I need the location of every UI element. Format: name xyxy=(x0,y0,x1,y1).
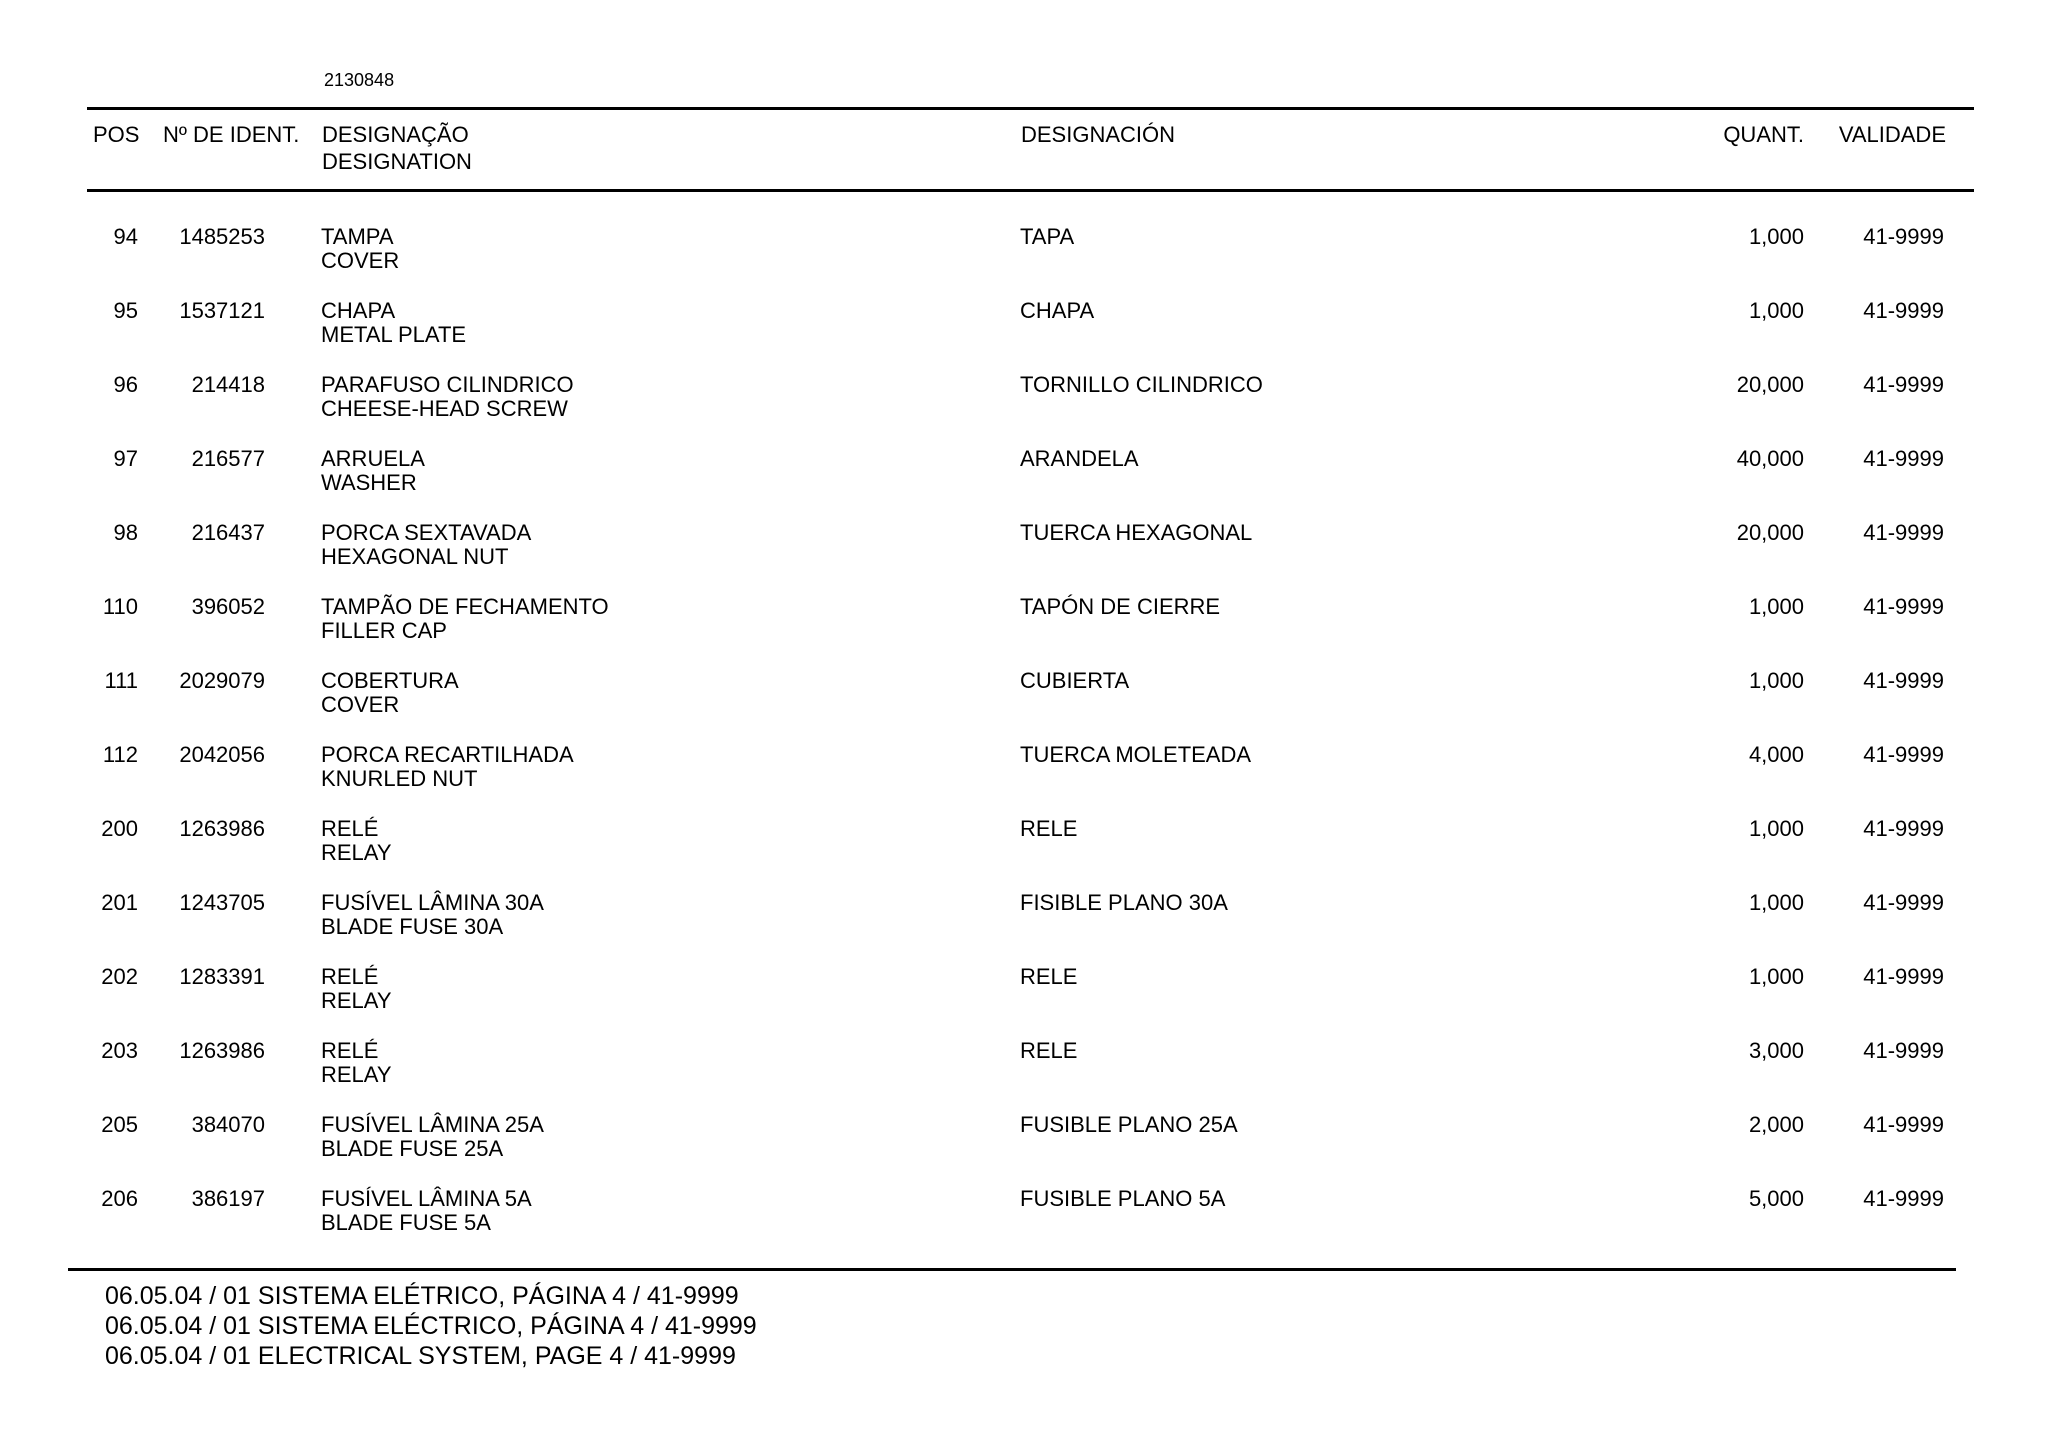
row-designation-es: RELE xyxy=(1020,964,1078,989)
row-quant: 20,000 xyxy=(1736,520,1804,545)
row-ident: 1243705 xyxy=(179,890,265,915)
row-validity: 41-9999 xyxy=(1863,890,1944,915)
row-pos: 112 xyxy=(102,742,138,767)
header-validity: VALIDADE xyxy=(1838,122,1946,147)
row-quant: 3,000 xyxy=(1748,1038,1804,1063)
row-validity: 41-9999 xyxy=(1863,1038,1944,1063)
row-ident: 2029079 xyxy=(179,668,265,693)
row-pos: 94 xyxy=(113,224,138,249)
row-designation-es: CHAPA xyxy=(1020,298,1095,323)
table-row xyxy=(0,372,2048,446)
row-pos: 201 xyxy=(101,890,138,915)
row-ident: 214418 xyxy=(191,372,265,397)
row-pos: 205 xyxy=(101,1112,138,1137)
row-designation-es: RELE xyxy=(1020,816,1078,841)
table-row xyxy=(0,1186,2048,1260)
parts-table-body xyxy=(0,224,2048,1260)
row-pos: 111 xyxy=(104,668,138,693)
row-validity: 41-9999 xyxy=(1863,446,1944,471)
row-designation-pt: FUSÍVEL LÂMINA 5A xyxy=(321,1186,532,1211)
row-ident: 1263986 xyxy=(179,816,265,841)
table-row xyxy=(0,224,2048,298)
row-ident: 386197 xyxy=(191,1186,265,1211)
row-ident: 1263986 xyxy=(179,1038,265,1063)
header-quant: QUANT. xyxy=(1723,122,1804,147)
row-designation-pt: RELÉ xyxy=(321,816,379,841)
row-validity: 41-9999 xyxy=(1863,594,1944,619)
row-designation-en: KNURLED NUT xyxy=(321,766,478,791)
row-ident: 396052 xyxy=(191,594,265,619)
footer-line-pt: 06.05.04 / 01 SISTEMA ELÉTRICO, PÁGINA 4 / 41-9999 xyxy=(105,1282,739,1310)
row-quant: 1,000 xyxy=(1748,890,1804,915)
row-designation-pt: FUSÍVEL LÂMINA 30A xyxy=(321,890,544,915)
row-pos: 96 xyxy=(113,372,138,397)
row-pos: 97 xyxy=(113,446,138,471)
row-designation-en: RELAY xyxy=(321,988,392,1013)
row-pos: 110 xyxy=(102,594,138,619)
row-ident: 1537121 xyxy=(179,298,265,323)
row-ident: 1283391 xyxy=(179,964,265,989)
row-designation-en: FILLER CAP xyxy=(321,618,447,643)
row-designation-en: COVER xyxy=(321,248,400,273)
row-designation-pt: ARRUELA xyxy=(321,446,425,471)
footer-line-en: 06.05.04 / 01 ELECTRICAL SYSTEM, PAGE 4 / 41-9999 xyxy=(105,1342,736,1370)
table-row xyxy=(0,1112,2048,1186)
row-designation-es: FUSIBLE PLANO 25A xyxy=(1020,1112,1238,1137)
row-designation-en: WASHER xyxy=(321,470,417,495)
header-designation xyxy=(322,121,472,175)
header-divider xyxy=(87,189,1974,192)
row-designation-en: RELAY xyxy=(321,840,392,865)
row-designation-pt: COBERTURA xyxy=(321,668,459,693)
table-row xyxy=(0,446,2048,520)
row-quant: 40,000 xyxy=(1736,446,1804,471)
row-ident: 384070 xyxy=(191,1112,265,1137)
row-designation-pt: FUSÍVEL LÂMINA 25A xyxy=(321,1112,544,1137)
row-validity: 41-9999 xyxy=(1863,224,1944,249)
row-quant: 2,000 xyxy=(1748,1112,1804,1137)
row-designation-en: BLADE FUSE 30A xyxy=(321,914,504,939)
row-designation-pt: RELÉ xyxy=(321,964,379,989)
header-ident: Nº DE IDENT. xyxy=(163,122,300,147)
table-row xyxy=(0,742,2048,816)
footer-line-es: 06.05.04 / 01 SISTEMA ELÉCTRICO, PÁGINA 4 / 41-9999 xyxy=(105,1312,757,1340)
row-quant: 5,000 xyxy=(1748,1186,1804,1211)
row-designation-en: METAL PLATE xyxy=(321,322,467,347)
document-number: 2130848 xyxy=(324,70,395,90)
row-validity: 41-9999 xyxy=(1863,298,1944,323)
table-row xyxy=(0,964,2048,1038)
row-designation-pt: PARAFUSO CILINDRICO xyxy=(321,372,574,397)
row-validity: 41-9999 xyxy=(1863,520,1944,545)
row-designation-es: TORNILLO CILINDRICO xyxy=(1020,372,1263,397)
bottom-divider xyxy=(68,1268,1956,1271)
table-row xyxy=(0,890,2048,964)
row-designation-en: HEXAGONAL NUT xyxy=(321,544,509,569)
row-pos: 200 xyxy=(101,816,138,841)
row-quant: 1,000 xyxy=(1748,594,1804,619)
table-row xyxy=(0,816,2048,890)
row-designation-pt: TAMPÃO DE FECHAMENTO xyxy=(321,594,609,619)
row-pos: 206 xyxy=(101,1186,138,1211)
table-row xyxy=(0,594,2048,668)
header-designation-pt: DESIGNAÇÃO xyxy=(322,122,469,147)
row-validity: 41-9999 xyxy=(1863,372,1944,397)
row-quant: 1,000 xyxy=(1748,964,1804,989)
row-designation-es: RELE xyxy=(1020,1038,1078,1063)
table-row xyxy=(0,1038,2048,1112)
row-designation-es: FUSIBLE PLANO 5A xyxy=(1020,1186,1226,1211)
row-designation-pt: RELÉ xyxy=(321,1038,379,1063)
top-divider xyxy=(87,107,1974,110)
row-designation-en: BLADE FUSE 5A xyxy=(321,1210,491,1235)
row-validity: 41-9999 xyxy=(1863,1186,1944,1211)
row-designation-es: ARANDELA xyxy=(1020,446,1139,471)
row-pos: 203 xyxy=(101,1038,138,1063)
row-pos: 98 xyxy=(113,520,138,545)
page-footer xyxy=(105,1281,757,1371)
row-quant: 1,000 xyxy=(1748,224,1804,249)
row-designation-es: TAPÓN DE CIERRE xyxy=(1020,594,1221,619)
row-designation-es: FISIBLE PLANO 30A xyxy=(1020,890,1228,915)
row-designation-en: RELAY xyxy=(321,1062,392,1087)
row-pos: 95 xyxy=(113,298,138,323)
row-designation-en: CHEESE-HEAD SCREW xyxy=(321,396,568,421)
row-designation-es: CUBIERTA xyxy=(1020,668,1130,693)
row-quant: 4,000 xyxy=(1748,742,1804,767)
row-quant: 1,000 xyxy=(1748,668,1804,693)
table-row xyxy=(0,520,2048,594)
header-pos: POS xyxy=(93,122,140,147)
row-ident: 2042056 xyxy=(179,742,265,767)
row-validity: 41-9999 xyxy=(1863,964,1944,989)
row-ident: 216437 xyxy=(191,520,265,545)
row-designation-es: TAPA xyxy=(1020,224,1075,249)
table-row xyxy=(0,298,2048,372)
row-ident: 216577 xyxy=(191,446,265,471)
row-validity: 41-9999 xyxy=(1863,742,1944,767)
row-designation-pt: PORCA RECARTILHADA xyxy=(321,742,574,767)
row-designation-pt: CHAPA xyxy=(321,298,396,323)
row-validity: 41-9999 xyxy=(1863,668,1944,693)
row-quant: 1,000 xyxy=(1748,816,1804,841)
row-designation-pt: TAMPA xyxy=(321,224,394,249)
row-validity: 41-9999 xyxy=(1863,1112,1944,1137)
row-ident: 1485253 xyxy=(179,224,265,249)
row-designation-pt: PORCA SEXTAVADA xyxy=(321,520,532,545)
row-validity: 41-9999 xyxy=(1863,816,1944,841)
row-quant: 20,000 xyxy=(1736,372,1804,397)
row-quant: 1,000 xyxy=(1748,298,1804,323)
table-header xyxy=(0,121,2048,181)
row-pos: 202 xyxy=(101,964,138,989)
row-designation-es: TUERCA MOLETEADA xyxy=(1020,742,1252,767)
table-row xyxy=(0,668,2048,742)
header-designation-es: DESIGNACIÓN xyxy=(1021,122,1176,147)
row-designation-en: BLADE FUSE 25A xyxy=(321,1136,504,1161)
row-designation-es: TUERCA HEXAGONAL xyxy=(1020,520,1253,545)
row-designation-en: COVER xyxy=(321,692,400,717)
header-designation-en: DESIGNATION xyxy=(322,149,472,174)
